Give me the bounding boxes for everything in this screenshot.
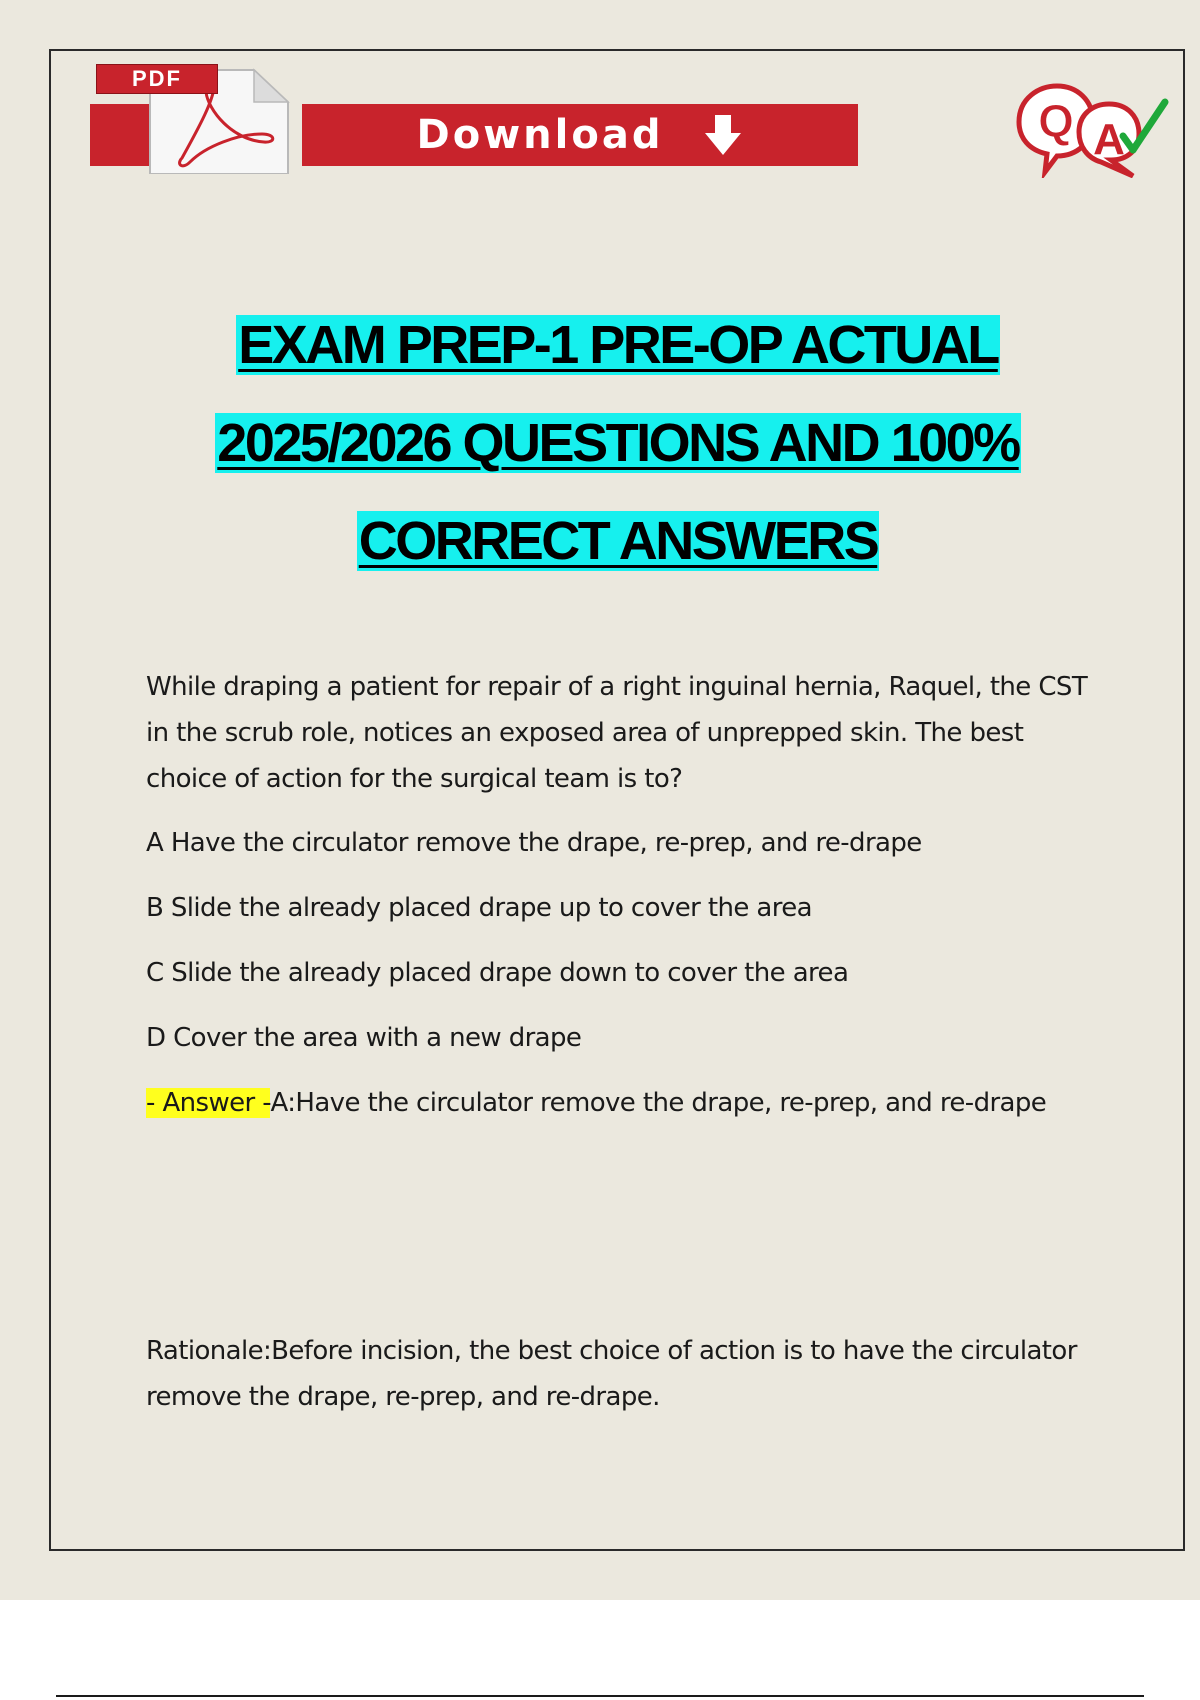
option-d: D Cover the area with a new drape bbox=[146, 1023, 582, 1053]
option-a: A Have the circulator remove the drape, re-prep, and re-drape bbox=[146, 828, 922, 858]
svg-text:Q: Q bbox=[1038, 95, 1074, 147]
answer-text: A:Have the circulator remove the drape, re-prep, and re-drape bbox=[270, 1088, 1047, 1118]
title-line-1: EXAM PREP-1 PRE-OP ACTUAL bbox=[238, 315, 998, 375]
download-arrow-icon bbox=[703, 113, 743, 157]
title-line-3: CORRECT ANSWERS bbox=[358, 511, 878, 571]
bottom-divider bbox=[56, 1695, 1144, 1697]
download-button[interactable] bbox=[302, 104, 858, 166]
svg-text:A: A bbox=[1093, 115, 1125, 164]
pdf-download-banner[interactable] bbox=[90, 60, 860, 180]
answer-label: - Answer - bbox=[146, 1088, 271, 1118]
document-title bbox=[60, 296, 1176, 590]
question-block bbox=[146, 664, 1106, 1126]
download-label: Download bbox=[416, 112, 664, 158]
qa-check-icon bbox=[1005, 78, 1175, 178]
option-b: B Slide the already placed drape up to cover the area bbox=[146, 893, 812, 923]
banner-left-bar bbox=[90, 104, 150, 166]
answer-line bbox=[146, 1080, 1106, 1126]
pdf-tag-label: PDF bbox=[96, 64, 218, 94]
option-c: C Slide the already placed drape down to cover the area bbox=[146, 958, 849, 988]
question-text: While draping a patient for repair of a right inguinal hernia, Raquel, the CST in the scrub role, notices an exposed area of unprepped skin. The best choice of action for the surgical team is to? bbox=[146, 672, 1088, 794]
title-line-2: 2025/2026 QUESTIONS AND 100% bbox=[217, 413, 1019, 473]
rationale-text: Rationale:Before incision, the best choice of action is to have the circulator remove the drape, re-prep, and re-drape. bbox=[146, 1336, 1077, 1412]
